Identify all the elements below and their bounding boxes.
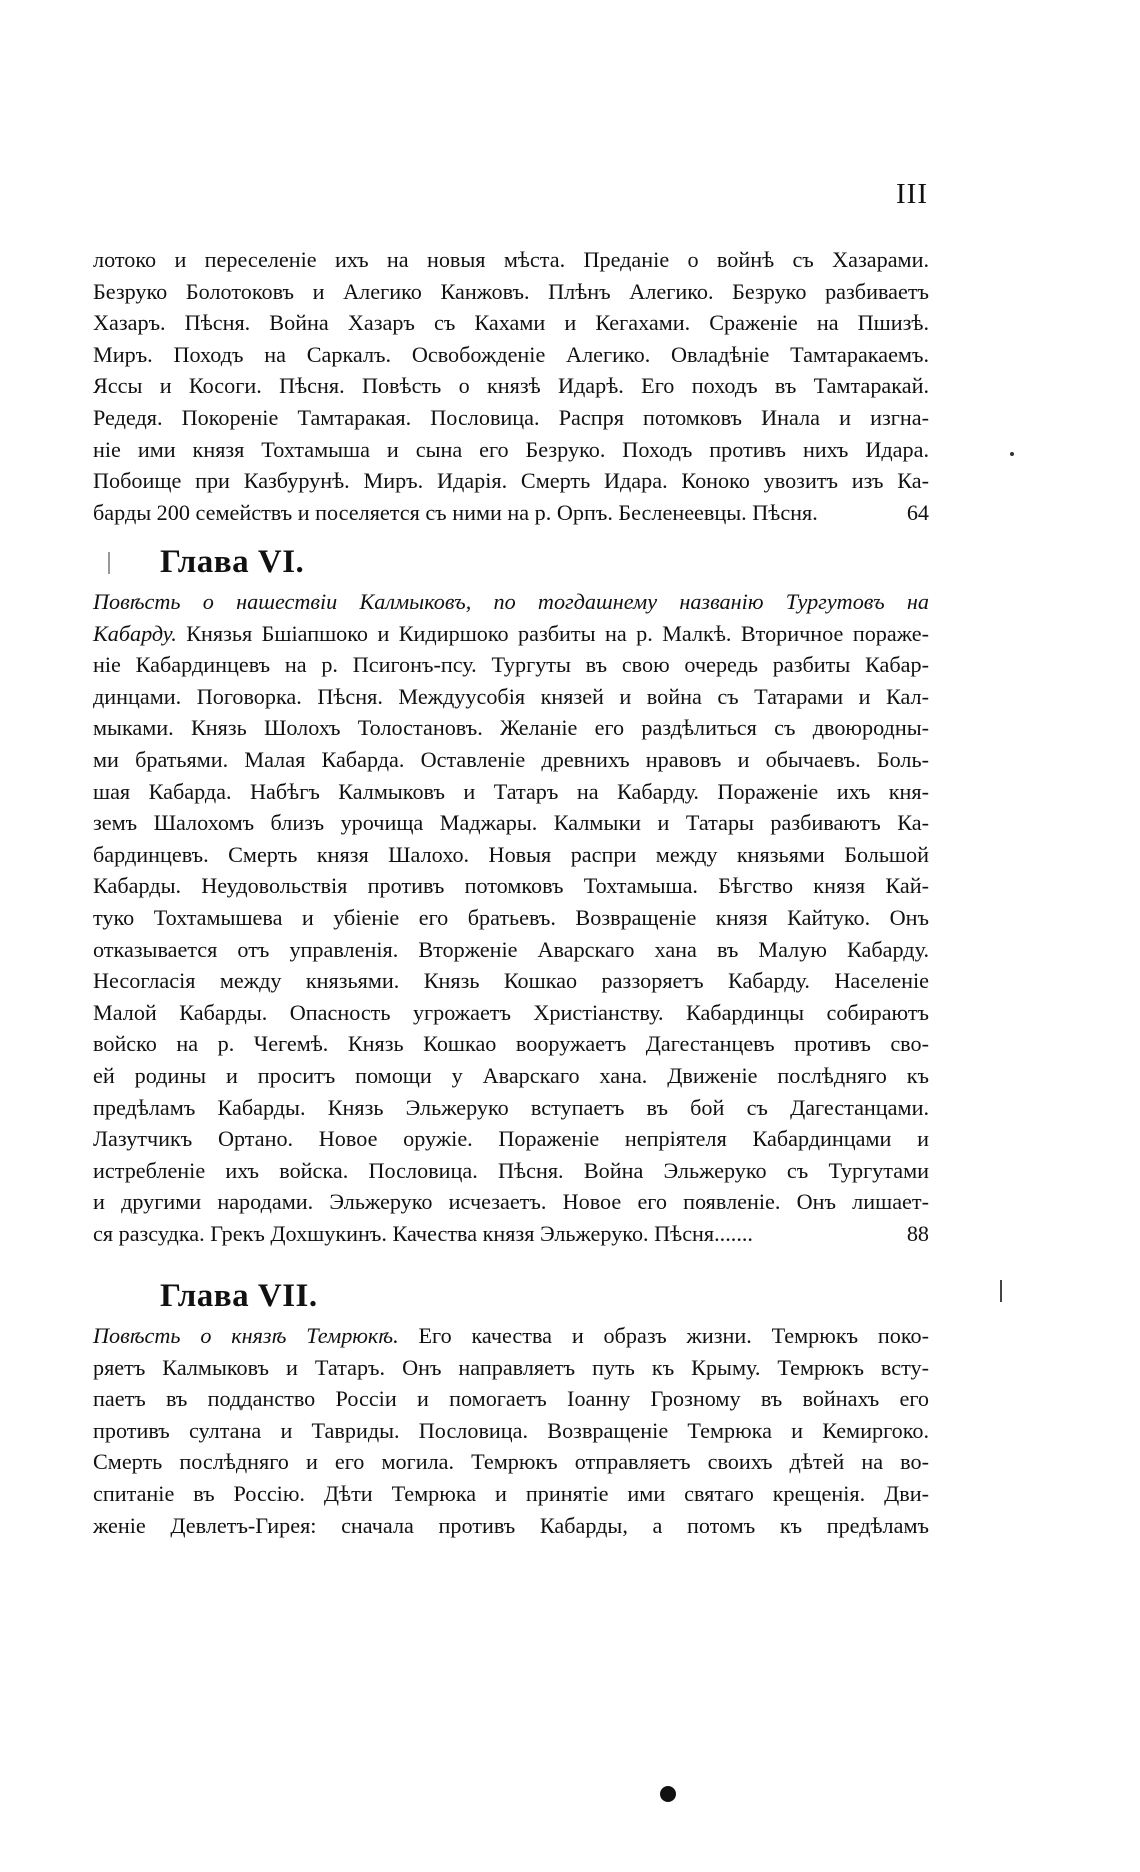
text-line: спитаніе въ Россію. Дѣти Темрюка и принятіе ими святаго крещенія. Дви- (93, 1480, 929, 1506)
text-line: Лазутчикъ Ортано. Новое оружіе. Пораженіе непріятеля Кабардинцами и (93, 1126, 929, 1152)
text-line: барды 200 семействъ и поселяется съ ними на р. Орпъ. Бесленеевцы. Пѣсня. (93, 499, 818, 525)
text-line: Кабарды. Неудовольствія противъ потомковъ Тохтамыша. Бѣгство князя Кай- (93, 873, 929, 899)
ink-dot (660, 1786, 676, 1802)
text-line: женіе Девлетъ-Гирея: сначала противъ Кабарды, а потомъ къ предѣламъ (93, 1512, 929, 1538)
text-line: отказывается отъ управленія. Вторженіе Аварскаго хана въ Малую Кабарду. (93, 936, 929, 962)
text-line: ся разсудка. Грекъ Дохшукинъ. Качества князя Эльжеруко. Пѣсня....... (93, 1220, 753, 1246)
text-line-last (93, 1218, 929, 1250)
chapter-summary (93, 1320, 929, 1541)
text-line: ми братьями. Малая Кабарда. Оставленіе древнихъ нравовъ и обычаевъ. Боль- (93, 746, 929, 772)
text-line (93, 1320, 929, 1352)
text-line: истребленіе ихъ войска. Пословица. Пѣсня. Война Эльжеруко съ Тургутами (93, 1157, 929, 1183)
text-line-rest: Князья Бшіапшоко и Кидиршоко разбиты на р. Малкѣ. Вторичное пораже- (176, 620, 929, 646)
text-line: Яссы и Косоги. Пѣсня. Повѣсть о князѣ Идарѣ. Его походъ въ Тамтаракай. (93, 373, 929, 399)
text-line: противъ султана и Тавриды. Пословица. Возвращеніе Темрюка и Кемиргоко. (93, 1417, 929, 1443)
text-line: Хазаръ. Пѣсня. Война Хазаръ съ Кахами и Кегахами. Сраженіе на Пшизѣ. (93, 310, 929, 336)
text-line: войско на р. Чегемѣ. Князь Кошкао вооружаетъ Дагестанцевъ противъ сво- (93, 1031, 929, 1057)
text-line: Несогласія между князьями. Князь Кошкао раззоряетъ Кабарду. Населеніе (93, 968, 929, 994)
text-line-last (93, 497, 929, 529)
text-line: мыками. Князь Шолохъ Толостановъ. Желаніе его раздѣлиться съ двоюродны- (93, 715, 929, 741)
text-line: туко Тохтамышева и убіеніе его братьевъ. Возвращеніе князя Кайтуко. Онъ (93, 904, 929, 930)
chapter-title-italic: Кабарду. (93, 620, 177, 646)
text-line: ряетъ Калмыковъ и Татаръ. Онъ направляетъ путь къ Крыму. Темрюкъ всту- (93, 1354, 929, 1380)
text-line: земъ Шалохомъ близъ урочища Маджары. Калмыки и Татары разбиваютъ Ка- (93, 810, 929, 836)
text-line: динцами. Поговорка. Пѣсня. Междуусобія князей и война съ Татарами и Кал- (93, 683, 929, 709)
text-line: Редедя. Покореніе Тамтаракая. Пословица. Распря потомковъ Инала и изгна- (93, 404, 929, 430)
text-line: предѣламъ Кабарды. Князь Эльжеруко вступаетъ въ бой съ Дагестанцами. (93, 1094, 929, 1120)
text-line: ніе Кабардинцевъ на р. Псигонъ-псу. Тургуты въ свою очередь разбиты Кабар- (93, 652, 929, 678)
text-line: Смерть послѣдняго и его могила. Темрюкъ отправляетъ своихъ дѣтей на во- (93, 1449, 929, 1475)
toc-page-ref: 64 (906, 499, 929, 525)
section-continuation (93, 244, 929, 528)
text-line: паетъ въ подданство Россіи и помогаетъ Іоанну Грозному въ войнахъ его (93, 1386, 929, 1412)
toc-page-ref: 88 (906, 1220, 929, 1246)
text-line: ей родины и проситъ помощи у Аварскаго хана. Движеніе послѣдняго къ (93, 1062, 929, 1088)
ink-speck (1010, 452, 1014, 456)
text-line: Миръ. Походъ на Саркалъ. Освобожденіе Алегико. Овладѣніе Тамтаракаемъ. (93, 341, 929, 367)
text-line: лотоко и переселеніе ихъ на новыя мѣста. Преданіе о войнѣ съ Хазарами. (93, 247, 929, 272)
text-line: Безруко Болотоковъ и Алегико Канжовъ. Плѣнъ Алегико. Безруко разбиваетъ (93, 278, 929, 304)
text-line (93, 618, 929, 650)
page-number: III (896, 178, 928, 210)
text-line: шая Кабарда. Набѣгъ Калмыковъ и Татаръ на Кабарду. Пораженіе ихъ кня- (93, 778, 929, 804)
text-line: ніе ими князя Тохтамыша и сына его Безруко. Походъ противъ нихъ Идара. (93, 436, 929, 462)
text-line: Малой Кабарды. Опасность угрожаетъ Христіанству. Кабардинцы собираютъ (93, 999, 929, 1025)
chapter-heading: Глава VII. (160, 1278, 318, 1314)
chapter-title-italic: Повѣсть о нашествіи Калмыковъ, по тогдашнему названію Тургутовъ на (93, 589, 929, 614)
text-line: и другими народами. Эльжеруко исчезаетъ. Новое его появленіе. Онъ лишает- (93, 1189, 929, 1215)
margin-mark (1000, 1280, 1002, 1302)
chapter-heading: Глава VI. (160, 544, 305, 580)
margin-mark (108, 552, 110, 574)
text-line-rest: Его качества и образъ жизни. Темрюкъ поко- (398, 1323, 930, 1348)
chapter-summary (93, 586, 929, 1249)
text-line: бардинцевъ. Смерть князя Шалохо. Новыя распри между князьями Большой (93, 841, 929, 867)
text-line: Побоище при Казбурунѣ. Миръ. Идарія. Смерть Идара. Коноко увозитъ изъ Ка- (93, 468, 929, 494)
chapter-title-italic: Повѣсть о князѣ Темрюкѣ. (93, 1323, 399, 1348)
